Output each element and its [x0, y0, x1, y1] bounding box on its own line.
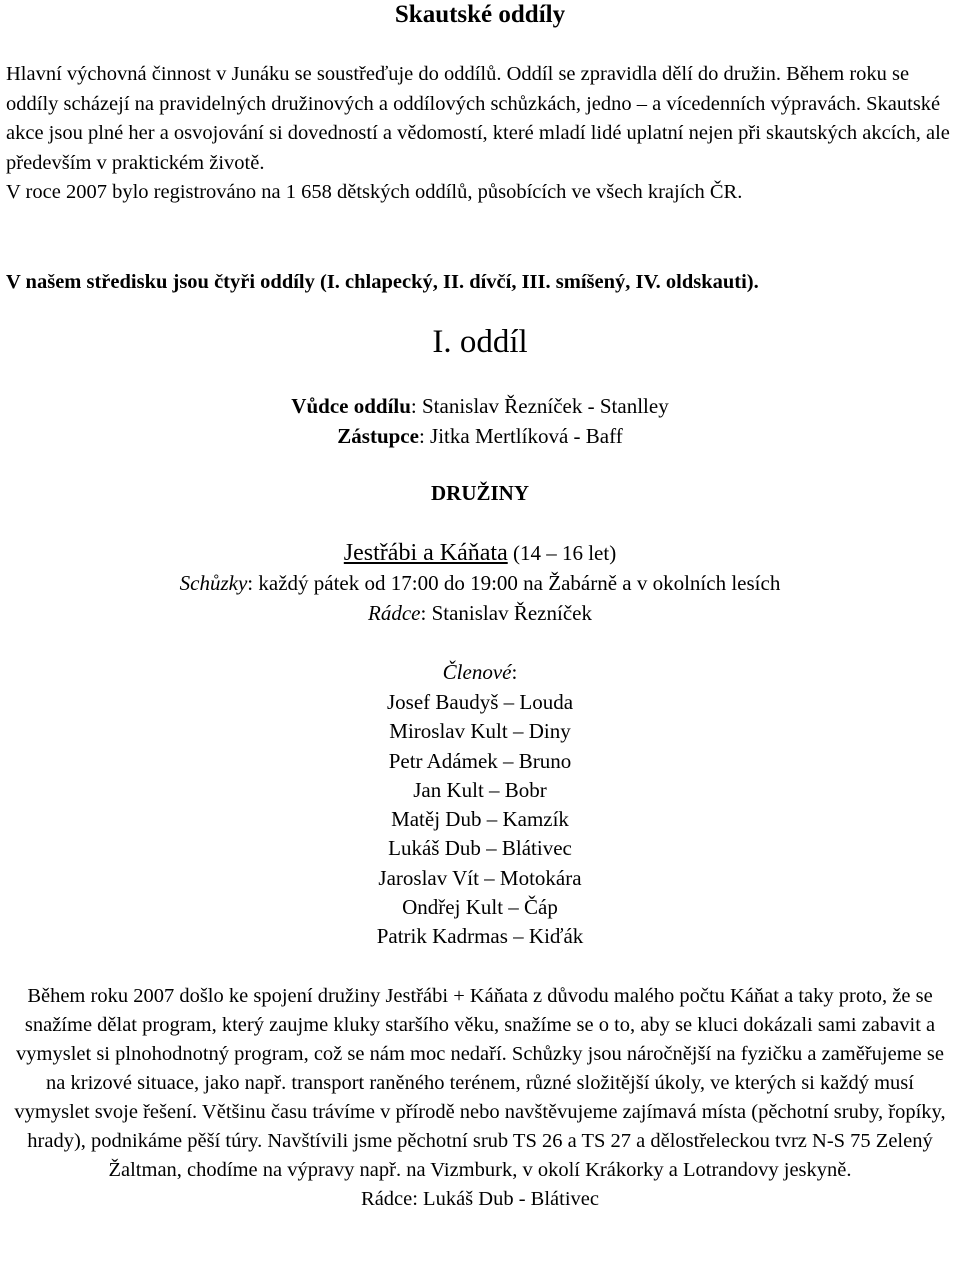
registration-paragraph: V roce 2007 bylo registrováno na 1 658 dětských oddílů, působících ve všech krajích ČR.: [6, 181, 743, 203]
patrol-meetings-value: : každý pátek od 17:00 do 19:00 na Žabárně a v okolních lesích: [247, 571, 781, 595]
patrols-heading: DRUŽINY: [430, 481, 529, 505]
member-item: Patrik Kadrmas – Kiďák: [376, 924, 584, 949]
unit-heading: I. oddíl: [432, 324, 528, 360]
member-item: Jaroslav Vít – Motokára: [378, 865, 582, 890]
members-heading: [0, 657, 960, 687]
member-item: Josef Baudyš – Louda: [386, 690, 574, 714]
closing-section: [8, 982, 952, 1214]
member-item: Miroslav Kult – Diny: [389, 719, 571, 744]
units-summary: V našem středisku jsou čtyři oddíly (I. chlapecký, II. dívčí, III. smíšený, IV. oldskauti).: [6, 271, 759, 293]
closing-paragraph: Během roku 2007 došlo ke spojení družiny Jestřábi + Káňata z důvodu malého počtu Káňat a taky proto, že se snažíme dělat program, který zaujme kluky staršího věku, snažíme se o to, aby se kluci dokázali sami zabavit a vymyslet si plnohodnotný program, což se nám moc nedaří. Schůzky jsou náročnější na fyzičku a zaměřujeme se na krizové situace, jako např. transport raněného terénem, různé složitější úkoly, ve kterých si každý musí vymyslet svoje řešení. Většinu času trávíme v přírodě nebo navštěvujeme zajímavá místa (pěchotní sruby, řopíky, hrady), podnikáme pěší túry. Navštívili jsme pěchotní srub TS 26 a TS 27 a dělostřeleckou tvrz N-S 75 Zelený Žaltman, chodíme na výpravy např. na Vizmburk, v okolí Krákorky a Lotrandovy jeskyně.: [14, 985, 946, 1181]
patrol-name: Jestřábi a Káňata: [343, 540, 508, 566]
unit-leader-label: Vůdce oddílu: [291, 394, 411, 418]
patrol-leader-value: : Stanislav Řezníček: [420, 601, 592, 625]
patrol-leader-label: Rádce: [368, 601, 421, 625]
unit-deputy-value: : Jitka Mertlíková - Baff: [418, 424, 623, 448]
members-label: Členové: [442, 660, 512, 684]
unit-leader-value: : Stanislav Řezníček - Stanlley: [410, 394, 669, 418]
member-item: Jan Kult – Bobr: [413, 777, 547, 802]
unit-leader-line: [0, 391, 960, 421]
patrol-meetings-line: [0, 568, 960, 598]
patrol-title-line: [0, 538, 960, 568]
patrol-meetings-label: Schůzky: [179, 571, 248, 595]
intro-section: [6, 60, 956, 208]
member-item: Ondřej Kult – Čáp: [402, 895, 558, 920]
page-title: Skautské oddíly: [394, 1, 566, 28]
member-item: Petr Adámek – Bruno: [388, 748, 572, 773]
patrol-info: [0, 538, 960, 628]
intro-paragraph: Hlavní výchovná činnost v Junáku se soustřeďuje do oddílů. Oddíl se zpravidla dělí do družin. Během roku se oddíly scházejí na pravidelných družinových a oddílových schůzkách, jedno – a vícedenních výpravách. Skautské akce jsou plné her a osvojování si dovedností a vědomostí, které mladí lidé uplatní nejen při skautských akcích, ale především v praktickém životě.: [6, 63, 950, 174]
patrol-leader-line: [0, 598, 960, 628]
members-colon: :: [511, 660, 518, 684]
member-item: Matěj Dub – Kamzík: [391, 807, 569, 832]
members-list: [0, 688, 960, 952]
member-item: Lukáš Dub – Blátivec: [388, 836, 572, 861]
unit-deputy-label: Zástupce: [337, 424, 419, 448]
closing-signature: Rádce: Lukáš Dub - Blátivec: [361, 1188, 599, 1210]
unit-deputy-line: [0, 421, 960, 451]
unit-leaders: [0, 391, 960, 451]
patrol-age: (14 – 16 let): [507, 541, 617, 565]
